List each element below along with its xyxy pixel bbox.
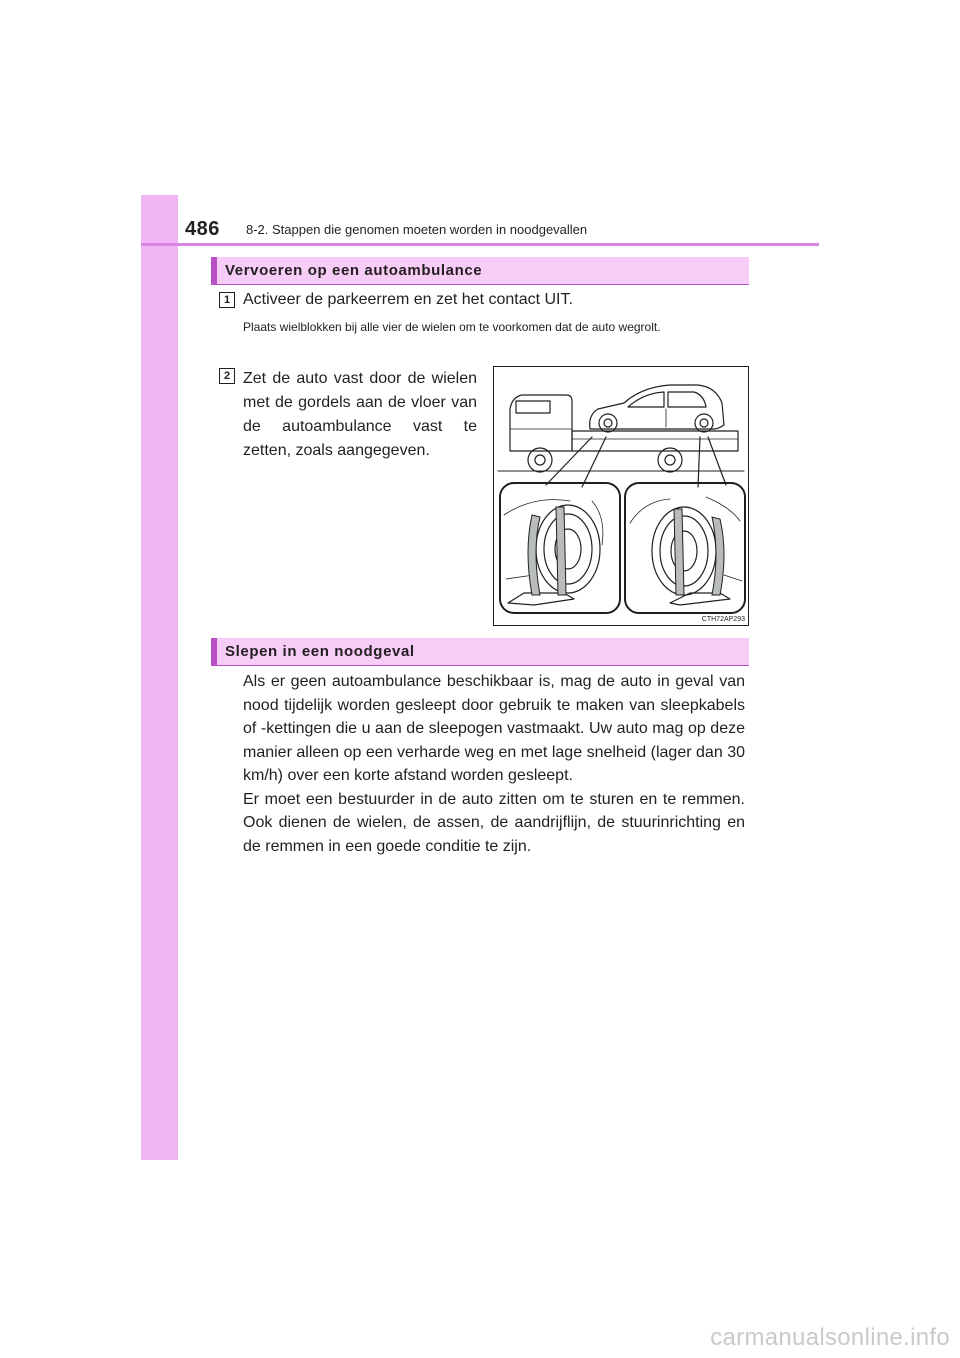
section-title: Vervoeren op een autoambulance [225, 262, 483, 279]
section-heading-transport [211, 257, 749, 285]
paragraph-1: Als er geen autoambulance beschikbaar is, mag de auto in geval van nood tijdelijk worden gesleept door gebruik te maken van sleepkabels of -kettingen die u aan de sleepogen vastmaakt. Uw auto mag op deze manier alleen op een verharde weg en met lage snelheid (lager dan 30 km/h) over een korte afstand worden gesleept. [243, 673, 745, 784]
watermark: carmanualsonline.info [710, 1324, 950, 1351]
emergency-towing-body [243, 670, 745, 858]
section-heading-accent [211, 638, 217, 665]
tow-truck-illustration [493, 366, 749, 626]
chapter-side-tab [141, 195, 178, 1160]
section-heading-accent [211, 257, 217, 284]
step-1-note: Plaats wielblokken bij alle vier de wielen om te voorkomen dat de auto wegrolt. [243, 320, 661, 334]
step-1-text: Activeer de parkeerrem en zet het contact UIT. [243, 291, 573, 308]
section-title: Slepen in een noodgeval [225, 643, 415, 660]
step-number-2: 2 [219, 368, 235, 384]
figure-code: CTH72AP293 [701, 616, 745, 623]
paragraph-2: Er moet een bestuurder in de auto zitten om te sturen en te remmen. Ook dienen de wielen, de assen, de aandrijflijn, de stuurinrichting en de remmen in een goede conditie te zijn. [243, 790, 745, 855]
step-number-1: 1 [219, 292, 235, 308]
step-2-text: Zet de auto vast door de wielen met de gordels aan de vloer van de autoambulance vast te zetten, zoals aangegeven. [243, 370, 477, 459]
section-reference: 8-2. Stappen die genomen moeten worden in noodgevallen [246, 222, 588, 237]
header-divider [141, 243, 819, 246]
page-number: 486 [185, 218, 220, 240]
section-heading-emergency-towing [211, 638, 749, 666]
tow-truck-drawing [494, 367, 748, 625]
